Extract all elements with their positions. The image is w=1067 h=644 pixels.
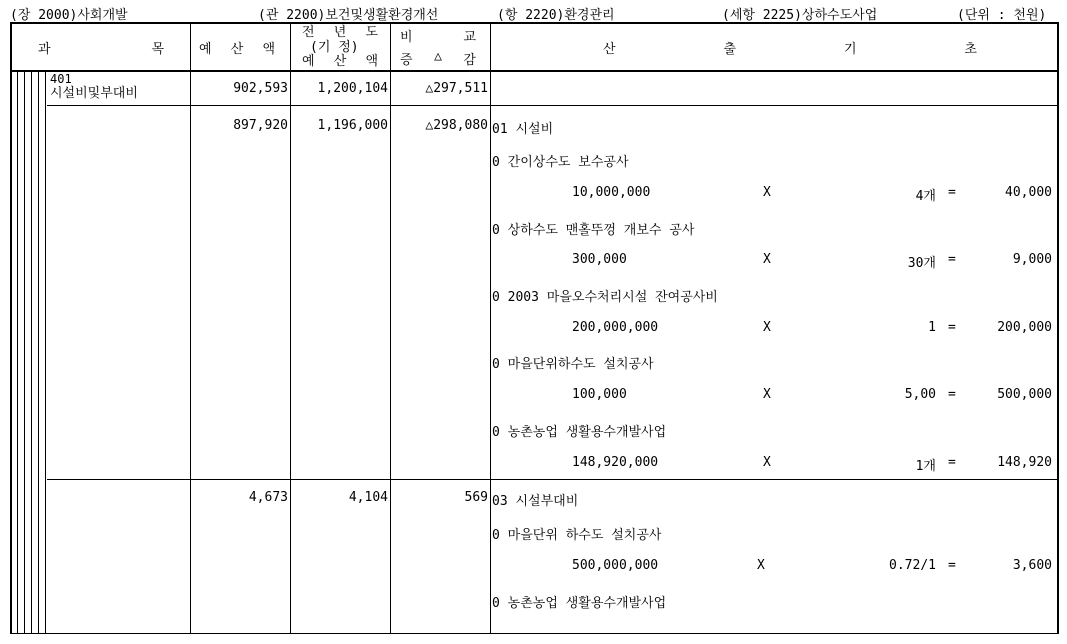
header-budget-char: 산 [230, 42, 244, 57]
table-right-border [1057, 22, 1059, 634]
header-compare-char: 교 [463, 30, 476, 45]
col-separator [190, 22, 191, 634]
header-prev-char: 도 [365, 25, 378, 40]
row-03-diff: 569 [464, 490, 488, 505]
col-separator [390, 22, 391, 634]
basis-item-amount: 500,000 [997, 387, 1052, 402]
header-prev-line3 [302, 50, 378, 69]
basis-item-times: X [763, 185, 771, 200]
indent-line [24, 70, 25, 634]
basis-item-times: X [757, 558, 765, 573]
row-401-budget: 902,593 [233, 81, 288, 96]
basis-item-name: 0 농촌농업 생활용수개발사업 [492, 596, 667, 611]
row-01-prev: 1,196,000 [317, 118, 388, 133]
header-bottom-border [10, 70, 1058, 72]
basis-item-price: 200,000,000 [572, 320, 659, 335]
header-budget-char: 예 [199, 42, 212, 57]
header-basis [603, 38, 977, 57]
header-prev-char: 액 [365, 54, 378, 69]
indent-line [45, 70, 46, 634]
basis-item-price: 300,000 [572, 252, 627, 267]
header-compare-char: 비 [400, 30, 413, 45]
gwan-label: (관 2200)보건및생활환경개선 [258, 8, 439, 23]
basis-item-name: 0 상하수도 맨홀뚜껑 개보수 공사 [492, 223, 695, 238]
basis-item-times: X [763, 320, 771, 335]
basis-item-equals: = [948, 387, 956, 402]
header-budget-char: 액 [262, 42, 275, 57]
header-compare-char: 감 [463, 53, 476, 68]
header-budget [199, 38, 275, 57]
header-basis-char: 출 [723, 42, 737, 57]
basis-item-qty: 30개 [907, 256, 936, 271]
basis-item-name: 0 농촌농업 생활용수개발사업 [492, 425, 667, 440]
header-compare-line2 [400, 49, 476, 68]
header-basis-char: 초 [964, 42, 977, 57]
basis-item-amount: 9,000 [1012, 252, 1052, 267]
table-left-border [10, 22, 12, 634]
basis-item-name: 0 마을단위하수도 설치공사 [492, 357, 654, 372]
basis-item-name: 0 마을단위 하수도 설치공사 [492, 528, 662, 543]
header-prev-char: 예 [302, 54, 315, 69]
basis-item-price: 10,000,000 [572, 185, 651, 200]
header-basis-char: 기 [843, 42, 857, 57]
row-01-title: 01 시설비 [492, 122, 554, 137]
row-401-bottom-border [47, 105, 1058, 106]
row-03-budget: 4,673 [248, 490, 288, 505]
row-401-code: 401 [50, 72, 72, 86]
header-compare-char: △ [434, 49, 442, 64]
table-top-border [10, 22, 1058, 24]
row-401-name: 시설비및부대비 [50, 86, 138, 101]
basis-item-equals: = [948, 558, 956, 573]
basis-item-qty: 0.72/1 [889, 558, 936, 573]
basis-item-equals: = [948, 455, 956, 470]
row-03-title: 03 시설부대비 [492, 494, 579, 509]
sehang-label: (세항 2225)상하수도사업 [722, 8, 878, 23]
row-03-prev: 4,104 [348, 490, 388, 505]
basis-item-qty: 4개 [915, 189, 936, 204]
indent-line [31, 70, 32, 634]
row-01-bottom-border [47, 479, 1058, 480]
basis-item-equals: = [948, 320, 956, 335]
basis-item-price: 500,000,000 [572, 558, 659, 573]
header-prev-line2: (기 정) [310, 40, 359, 55]
basis-item-qty: 1 [928, 320, 936, 335]
col-separator [490, 22, 491, 634]
basis-item-qty: 5,00 [904, 387, 936, 402]
header-prev-char: 전 [302, 25, 315, 40]
basis-item-amount: 148,920 [997, 455, 1052, 470]
header-gwamok [38, 38, 164, 57]
basis-item-equals: = [948, 252, 956, 267]
row-401-diff: △297,511 [425, 81, 488, 96]
row-01-diff: △298,080 [425, 118, 488, 133]
basis-item-amount: 40,000 [1005, 185, 1052, 200]
header-prev-char: 산 [333, 54, 347, 69]
basis-item-name: 0 간이상수도 보수공사 [492, 155, 629, 170]
basis-item-amount: 200,000 [997, 320, 1052, 335]
table-bottom-border [10, 633, 1058, 634]
basis-item-times: X [763, 252, 771, 267]
hang-label: (항 2220)환경관리 [497, 8, 615, 23]
header-compare-line1 [400, 26, 476, 45]
header-gwamok-char: 과 [38, 42, 51, 57]
basis-item-price: 148,920,000 [572, 455, 659, 470]
basis-item-times: X [763, 455, 771, 470]
header-basis-char: 산 [603, 42, 616, 57]
basis-item-qty: 1개 [915, 459, 936, 474]
header-compare-char: 증 [400, 53, 413, 68]
col-separator [290, 22, 291, 634]
row-01-budget: 897,920 [233, 118, 288, 133]
unit-label: (단위 : 천원) [957, 8, 1047, 23]
basis-item-equals: = [948, 185, 956, 200]
indent-line [38, 70, 39, 634]
indent-line [17, 70, 18, 634]
basis-item-times: X [763, 387, 771, 402]
jang-label: (장 2000)사회개발 [10, 8, 128, 23]
basis-item-price: 100,000 [572, 387, 627, 402]
header-prev-char: 년 [333, 25, 347, 40]
row-401-prev: 1,200,104 [317, 81, 388, 96]
basis-item-amount: 3,600 [1012, 558, 1052, 573]
header-gwamok-char: 목 [151, 42, 164, 57]
basis-item-name: 0 2003 마을오수처리시설 잔여공사비 [492, 290, 718, 305]
